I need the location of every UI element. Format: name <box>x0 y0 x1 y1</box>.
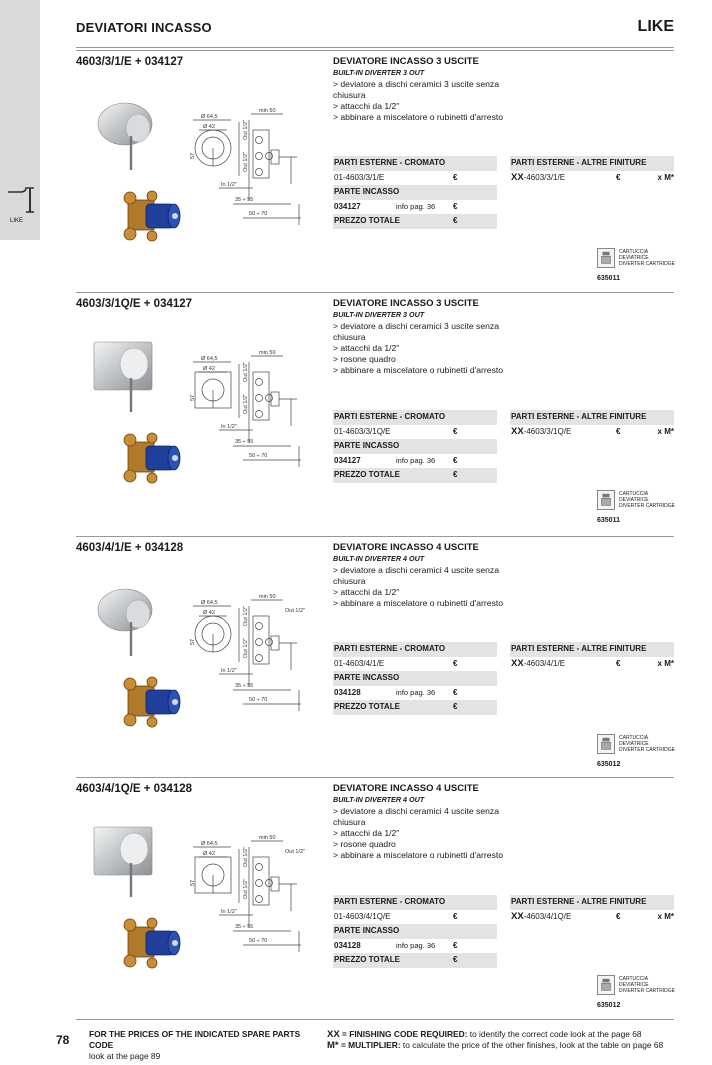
label-d2: Ø 42 <box>203 610 215 616</box>
ext-row <box>333 425 497 440</box>
total-row <box>333 468 497 483</box>
label-out1: Out 1/2" <box>243 362 249 382</box>
cartridge-icon <box>597 248 615 268</box>
product-subtitle: BUILT-IN DIVERTER 4 OUT <box>333 795 425 804</box>
technical-drawing <box>191 342 331 472</box>
page-number: 78 <box>56 1033 70 1047</box>
xx-symbol: XX <box>327 1029 340 1040</box>
inc-code: 034127 <box>334 201 361 211</box>
cartridge-code: 635012 <box>597 761 621 768</box>
label-range1: 35 ÷ 55 <box>235 924 254 930</box>
product-section <box>76 56 674 292</box>
other-price: € <box>616 426 621 436</box>
product-description <box>333 783 533 861</box>
inc-info: info pag. 36 <box>396 687 436 697</box>
label-h: 57 <box>190 879 196 886</box>
feature-item: > abbinare a miscelatore o rubinetti d'arresto <box>333 365 504 375</box>
cartridge-line1: CARTUCCIA <box>619 735 649 741</box>
inc-price: € <box>453 940 458 950</box>
total-row <box>333 953 497 968</box>
label-out2: Out 1/2" <box>243 638 249 658</box>
other-row <box>510 171 674 186</box>
product-subtitle: BUILT-IN DIVERTER 4 OUT <box>333 554 425 563</box>
label-out3: Out 1/2" <box>285 608 305 614</box>
feature-item: > deviatore a dischi ceramici 3 uscite senza chiusura <box>333 321 499 342</box>
cartridge-line2: DEVIATRICE <box>619 497 649 503</box>
product-code: 4603/4/1Q/E + 034128 <box>76 783 193 795</box>
product-code: 4603/4/1/E + 034128 <box>76 542 184 554</box>
other-price: € <box>616 658 621 668</box>
cartridge-line1: CARTUCCIA <box>619 249 649 255</box>
label-range2: 50 ÷ 70 <box>249 697 268 703</box>
cartridge-line2: DEVIATRICE <box>619 741 649 747</box>
section-divider <box>76 536 674 537</box>
cartridge-icon <box>597 734 615 754</box>
cartridge-line3: DIVERTER CARTRIDGE <box>619 261 675 267</box>
product-section <box>76 783 674 1019</box>
label-depth: min 50 <box>259 108 276 114</box>
price-table-other-finishes <box>510 410 674 439</box>
label-range2: 50 ÷ 70 <box>249 938 268 944</box>
feature-list <box>333 321 533 376</box>
product-title: DEVIATORE INCASSO 3 USCITE <box>333 56 479 67</box>
total-price: € <box>453 702 458 711</box>
inc-row <box>333 686 497 701</box>
footer-legend <box>327 1029 677 1051</box>
other-row <box>510 657 674 672</box>
other-multiplier: x M* <box>657 426 674 436</box>
header-divider <box>76 47 674 48</box>
label-range2: 50 ÷ 70 <box>249 211 268 217</box>
technical-drawing <box>191 100 331 230</box>
feature-item: > attacchi da 1/2" <box>333 343 400 353</box>
product-code: 4603/3/1/E + 034127 <box>76 56 184 68</box>
cartridge-line1: CARTUCCIA <box>619 976 649 982</box>
price-table-chrome <box>333 410 497 483</box>
product-description <box>333 542 533 609</box>
other-price: € <box>616 172 621 182</box>
footer-divider <box>76 1019 674 1020</box>
xx-label: = FINISHING CODE REQUIRED: <box>339 1029 468 1039</box>
ext-header: PARTI ESTERNE - CROMATO <box>333 642 497 657</box>
label-range2: 50 ÷ 70 <box>249 453 268 459</box>
inc-header: PARTE INCASSO <box>333 671 497 686</box>
footer-spare-parts-note <box>89 1029 319 1062</box>
inc-row <box>333 939 497 954</box>
product-photo <box>92 100 162 170</box>
label-depth: min 50 <box>259 835 276 841</box>
built-in-valve-photo <box>120 430 182 486</box>
total-price: € <box>453 470 458 479</box>
other-code: -4603/3/1Q/E <box>523 426 572 436</box>
other-code: -4603/4/1/E <box>523 658 566 668</box>
m-label: = MULTIPLIER: <box>338 1040 401 1050</box>
product-photo <box>92 342 162 412</box>
product-title: DEVIATORE INCASSO 4 USCITE <box>333 783 479 794</box>
product-section <box>76 298 674 534</box>
inc-code: 034128 <box>334 687 361 697</box>
cartridge-line3: DIVERTER CARTRIDGE <box>619 503 675 509</box>
cartridge-code: 635011 <box>597 275 620 282</box>
label-d1: Ø 64,5 <box>201 356 218 362</box>
technical-drawing <box>191 827 331 957</box>
feature-item: > deviatore a dischi ceramici 4 uscite senza chiusura <box>333 565 499 586</box>
other-prefix: XX <box>511 171 524 183</box>
price-table-other-finishes <box>510 642 674 671</box>
other-multiplier: x M* <box>657 658 674 668</box>
other-code: -4603/4/1Q/E <box>523 911 572 921</box>
label-d1: Ø 64,5 <box>201 114 218 120</box>
label-h: 57 <box>190 638 196 645</box>
product-section <box>76 542 674 778</box>
page-title: DEVIATORI INCASSO <box>76 20 212 35</box>
cartridge-text <box>619 249 679 267</box>
built-in-valve-photo <box>120 915 182 971</box>
other-row <box>510 910 674 925</box>
section-divider <box>76 777 674 778</box>
label-out1: Out 1/2" <box>243 847 249 867</box>
price-table-other-finishes <box>510 895 674 924</box>
cartridge-icon <box>597 490 615 510</box>
product-title: DEVIATORE INCASSO 3 USCITE <box>333 298 479 309</box>
other-header: PARTI ESTERNE - ALTRE FINITURE <box>510 156 674 171</box>
inc-header: PARTE INCASSO <box>333 924 497 939</box>
xx-text: to identify the correct code look at the page 68 <box>467 1029 642 1039</box>
label-range1: 35 ÷ 55 <box>235 683 254 689</box>
feature-list <box>333 565 533 609</box>
inc-code: 034127 <box>334 455 361 465</box>
label-out1: Out 1/2" <box>243 606 249 626</box>
cartridge-text <box>619 491 679 509</box>
ext-row <box>333 657 497 672</box>
feature-item: > abbinare a miscelatore o rubinetti d'arresto <box>333 112 504 122</box>
label-in: In 1/2" <box>221 668 237 674</box>
label-depth: min 50 <box>259 350 276 356</box>
cartridge-line3: DIVERTER CARTRIDGE <box>619 988 675 994</box>
feature-list <box>333 806 533 861</box>
ext-code: 01-4603/3/1/E <box>334 172 385 182</box>
cartridge-line3: DIVERTER CARTRIDGE <box>619 747 675 753</box>
total-label: PREZZO TOTALE <box>334 955 400 964</box>
side-label: LIKE <box>10 218 24 224</box>
other-code: -4603/3/1/E <box>523 172 566 182</box>
other-header: PARTI ESTERNE - ALTRE FINITURE <box>510 642 674 657</box>
label-out3: Out 1/2" <box>285 849 305 855</box>
other-prefix: XX <box>511 425 524 437</box>
price-table-other-finishes <box>510 156 674 185</box>
ext-price: € <box>453 426 458 436</box>
cartridge-code: 635011 <box>597 517 620 524</box>
total-label: PREZZO TOTALE <box>334 702 400 711</box>
total-price: € <box>453 955 458 964</box>
product-photo <box>92 827 162 897</box>
total-price: € <box>453 216 458 225</box>
ext-header: PARTI ESTERNE - CROMATO <box>333 410 497 425</box>
cartridge-icon <box>597 975 615 995</box>
tap-icon <box>6 180 36 214</box>
ext-code: 01-4603/3/1Q/E <box>334 426 391 436</box>
inc-info: info pag. 36 <box>396 201 436 211</box>
section-divider <box>76 292 674 293</box>
other-multiplier: x M* <box>657 911 674 921</box>
ext-price: € <box>453 172 458 182</box>
label-range1: 35 ÷ 55 <box>235 439 254 445</box>
feature-list <box>333 79 533 123</box>
label-h: 57 <box>190 152 196 159</box>
product-description <box>333 298 533 376</box>
brand-name: LIKE <box>637 18 674 35</box>
label-d2: Ø 42 <box>203 366 215 372</box>
label-out1: Out 1/2" <box>243 120 249 140</box>
product-title: DEVIATORE INCASSO 4 USCITE <box>333 542 479 553</box>
label-d1: Ø 64,5 <box>201 600 218 606</box>
other-row <box>510 425 674 440</box>
built-in-valve-photo <box>120 674 182 730</box>
inc-row <box>333 200 497 215</box>
total-row <box>333 700 497 715</box>
footer-spare-title: FOR THE PRICES OF THE INDICATED SPARE PARTS CODE <box>89 1029 301 1050</box>
inc-price: € <box>453 201 458 211</box>
label-range1: 35 ÷ 55 <box>235 197 254 203</box>
label-d2: Ø 42 <box>203 851 215 857</box>
feature-item: > rosone quadro <box>333 354 396 364</box>
feature-item: > abbinare a miscelatore o rubinetti d'arresto <box>333 850 504 860</box>
m-text: to calculate the price of the other finishes, look at the table on page 68 <box>400 1040 664 1050</box>
feature-item: > abbinare a miscelatore o rubinetti d'arresto <box>333 598 504 608</box>
inc-header: PARTE INCASSO <box>333 439 497 454</box>
label-in: In 1/2" <box>221 909 237 915</box>
ext-header: PARTI ESTERNE - CROMATO <box>333 895 497 910</box>
feature-item: > deviatore a dischi ceramici 3 uscite senza chiusura <box>333 79 499 100</box>
ext-row <box>333 171 497 186</box>
other-price: € <box>616 911 621 921</box>
price-table-chrome <box>333 642 497 715</box>
section-divider <box>76 50 674 51</box>
label-d1: Ø 64,5 <box>201 841 218 847</box>
label-in: In 1/2" <box>221 424 237 430</box>
inc-price: € <box>453 455 458 465</box>
feature-item: > rosone quadro <box>333 839 396 849</box>
other-header: PARTI ESTERNE - ALTRE FINITURE <box>510 895 674 910</box>
label-h: 57 <box>190 394 196 401</box>
ext-row <box>333 910 497 925</box>
footer-spare-text: look at the page 89 <box>89 1051 161 1061</box>
inc-info: info pag. 36 <box>396 455 436 465</box>
total-label: PREZZO TOTALE <box>334 470 400 479</box>
inc-code: 034128 <box>334 940 361 950</box>
ext-header: PARTI ESTERNE - CROMATO <box>333 156 497 171</box>
product-description <box>333 56 533 123</box>
product-photo <box>92 586 162 656</box>
label-in: In 1/2" <box>221 182 237 188</box>
cartridge-text <box>619 976 679 994</box>
inc-row <box>333 454 497 469</box>
feature-item: > attacchi da 1/2" <box>333 101 400 111</box>
cartridge-line1: CARTUCCIA <box>619 491 649 497</box>
side-tab <box>0 0 40 240</box>
cartridge-line2: DEVIATRICE <box>619 255 649 261</box>
built-in-valve-photo <box>120 188 182 244</box>
label-d2: Ø 42 <box>203 124 215 130</box>
price-table-chrome <box>333 895 497 968</box>
product-subtitle: BUILT-IN DIVERTER 3 OUT <box>333 68 425 77</box>
ext-price: € <box>453 911 458 921</box>
inc-info: info pag. 36 <box>396 940 436 950</box>
technical-drawing <box>191 586 331 716</box>
feature-item: > attacchi da 1/2" <box>333 587 400 597</box>
other-prefix: XX <box>511 910 524 922</box>
label-out2: Out 1/2" <box>243 152 249 172</box>
feature-item: > attacchi da 1/2" <box>333 828 400 838</box>
total-row <box>333 214 497 229</box>
cartridge-text <box>619 735 679 753</box>
other-prefix: XX <box>511 657 524 669</box>
product-subtitle: BUILT-IN DIVERTER 3 OUT <box>333 310 425 319</box>
total-label: PREZZO TOTALE <box>334 216 400 225</box>
label-out2: Out 1/2" <box>243 879 249 899</box>
ext-price: € <box>453 658 458 668</box>
cartridge-code: 635012 <box>597 1002 621 1009</box>
feature-item: > deviatore a dischi ceramici 4 uscite senza chiusura <box>333 806 499 827</box>
m-symbol: M* <box>327 1040 339 1051</box>
other-multiplier: x M* <box>657 172 674 182</box>
price-table-chrome <box>333 156 497 229</box>
label-depth: min 50 <box>259 594 276 600</box>
ext-code: 01-4603/4/1/E <box>334 658 385 668</box>
other-header: PARTI ESTERNE - ALTRE FINITURE <box>510 410 674 425</box>
label-out2: Out 1/2" <box>243 394 249 414</box>
cartridge-line2: DEVIATRICE <box>619 982 649 988</box>
ext-code: 01-4603/4/1Q/E <box>334 911 391 921</box>
inc-header: PARTE INCASSO <box>333 185 497 200</box>
inc-price: € <box>453 687 458 697</box>
product-code: 4603/3/1Q/E + 034127 <box>76 298 193 310</box>
